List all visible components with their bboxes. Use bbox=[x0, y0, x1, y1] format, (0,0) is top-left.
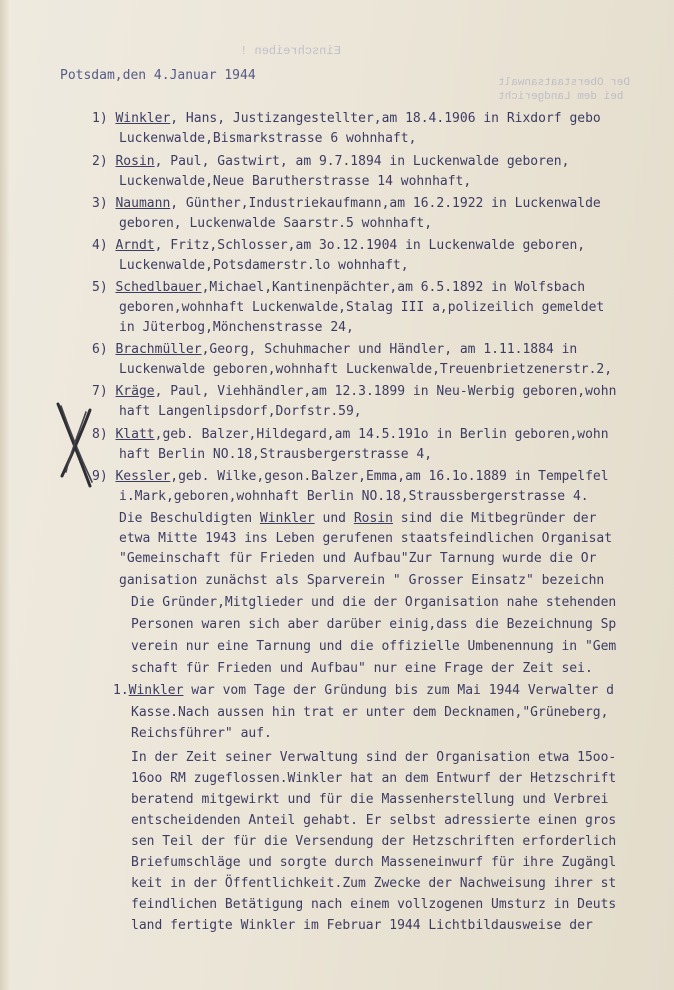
text-run: schaft für Frieden und Aufbau" nur eine Frage der Zeit sei. bbox=[131, 661, 593, 676]
text-run: ,geb. Wilke,geson.Balzer,Emma,am 16.1o.1889 in Tempelfel bbox=[170, 469, 609, 484]
text-run: Luckenwalde,Neue Barutherstrasse 14 wohnhaft, bbox=[119, 174, 472, 189]
text-line-14 bbox=[92, 384, 616, 400]
text-line-25 bbox=[131, 617, 616, 633]
text-run: Luckenwalde geboren,wohnhaft Luckenwalde,Treuenbrietzenerstr.2, bbox=[119, 362, 613, 377]
text-run: Kasse.Nach aussen hin trat er unter dem Decknamen,"Grüneberg, bbox=[131, 705, 609, 720]
text-run: 5) bbox=[92, 280, 116, 295]
text-run: feindlichen Betätigung nach einem vollzogenen Umsturz in Deuts bbox=[131, 897, 617, 912]
text-run: geboren, Luckenwalde Saarstr.5 wohnhaft, bbox=[119, 216, 433, 231]
pencil-x-mark bbox=[52, 402, 96, 488]
text-run: 4) bbox=[92, 238, 116, 253]
text-run: 3) bbox=[92, 196, 116, 211]
text-line-7 bbox=[92, 238, 585, 254]
text-run: geboren,wohnhaft Luckenwalde,Stalag III a,polizeilich gemeldet bbox=[119, 300, 605, 315]
text-run: 1) bbox=[92, 111, 116, 126]
text-line-19 bbox=[119, 489, 589, 505]
text-line-16 bbox=[92, 427, 609, 443]
text-run: 16oo RM zugeflossen.Winkler hat an dem Entwurf der Hetzschrift bbox=[131, 771, 617, 786]
text-run: land fertigte Winkler im Februar 1944 Lichtbildausweise der bbox=[131, 918, 593, 933]
date-line bbox=[60, 68, 256, 84]
text-run: 9) bbox=[92, 469, 116, 484]
text-run: Luckenwalde,Bismarkstrasse 6 wohnhaft, bbox=[119, 131, 417, 146]
text-line-23 bbox=[119, 573, 604, 589]
text-line-21 bbox=[119, 531, 612, 547]
text-line-4 bbox=[119, 174, 471, 190]
text-line-33 bbox=[131, 792, 608, 808]
underlined-name: Kessler bbox=[115, 469, 171, 484]
text-line-26 bbox=[131, 639, 616, 655]
text-run: 7) bbox=[92, 384, 116, 399]
text-line-34 bbox=[131, 813, 616, 829]
text-run: sen Teil der für die Versendung der Hetzschriften erforderlich bbox=[131, 834, 617, 849]
text-run: , Paul, Viehhändler,am 12.3.1899 in Neu-Werbig geboren,wohn bbox=[154, 384, 617, 399]
text-line-5 bbox=[92, 196, 601, 212]
underlined-name: Rosin bbox=[115, 154, 155, 169]
text-run: ,Georg, Schuhmacher und Händler, am 1.11.1884 in bbox=[201, 342, 578, 357]
date-text: Potsdam,den 4.Januar 1944 bbox=[60, 68, 256, 83]
underlined-name: Klatt bbox=[115, 427, 155, 442]
text-run: verein nur eine Tarnung und die offizielle Umbenennung in "Gem bbox=[131, 639, 617, 654]
text-line-9 bbox=[92, 280, 585, 296]
text-line-30 bbox=[131, 726, 272, 742]
text-line-31 bbox=[131, 750, 616, 766]
text-line-38 bbox=[131, 897, 616, 913]
text-run: haft Berlin NO.18,Strausbergerstrasse 4, bbox=[119, 447, 433, 462]
text-run: 1. bbox=[113, 683, 129, 698]
paper-fold-shadow bbox=[0, 0, 10, 990]
text-run: keit in der Öffentlichkeit.Zum Zwecke der Nachweisung ihrer st bbox=[131, 876, 617, 891]
text-line-10 bbox=[119, 300, 604, 316]
text-line-36 bbox=[131, 855, 616, 871]
text-line-35 bbox=[131, 834, 616, 850]
text-line-2 bbox=[119, 131, 416, 147]
text-line-39 bbox=[131, 918, 593, 934]
underlined-name: Brachmüller bbox=[115, 342, 202, 357]
text-line-17 bbox=[119, 447, 432, 463]
text-line-1 bbox=[92, 111, 601, 127]
ghost-header-right-1: Der Oberstaatsanwalt bbox=[498, 77, 631, 89]
underlined-name: Arndt bbox=[115, 238, 155, 253]
text-run: war vom Tage der Gründung bis zum Mai 1944 Verwalter d bbox=[183, 683, 614, 698]
text-run: , Paul, Gastwirt, am 9.7.1894 in Luckenwalde geboren, bbox=[154, 154, 570, 169]
text-line-22 bbox=[119, 551, 596, 567]
text-line-6 bbox=[119, 216, 432, 232]
text-run: Die Beschuldigten bbox=[119, 511, 260, 526]
text-run: 2) bbox=[92, 154, 116, 169]
underlined-name: Winkler bbox=[259, 511, 315, 526]
text-run: beratend mitgewirkt und für die Massenherstellung und Verbrei bbox=[131, 792, 609, 807]
underlined-name: Kräge bbox=[115, 384, 155, 399]
text-run: Briefumschläge und sorgte durch Masseneinwurf für ihre Zugängl bbox=[131, 855, 617, 870]
text-run: ,Michael,Kantinenpächter,am 6.5.1892 in Wolfsbach bbox=[201, 280, 586, 295]
text-line-37 bbox=[131, 876, 616, 892]
text-line-15 bbox=[119, 404, 362, 420]
text-run: , Fritz,Schlosser,am 3o.12.1904 in Luckenwalde geboren, bbox=[154, 238, 586, 253]
text-run: 8) bbox=[92, 427, 116, 442]
ghost-header-center: Einschreiben ! bbox=[240, 44, 341, 58]
text-run: in Jüterbog,Mönchenstrasse 24, bbox=[119, 320, 354, 335]
text-line-8 bbox=[119, 258, 409, 274]
text-line-27 bbox=[131, 661, 593, 677]
text-run: etwa Mitte 1943 ins Leben gerufenen staatsfeindlichen Organisat bbox=[119, 531, 613, 546]
text-line-18 bbox=[92, 469, 609, 485]
text-run: entscheidenden Anteil gehabt. Er selbst adressierte einen gros bbox=[131, 813, 617, 828]
text-line-32 bbox=[131, 771, 616, 787]
ghost-header-right-2: bei dem Landgericht bbox=[498, 91, 624, 103]
text-line-24 bbox=[131, 595, 616, 611]
text-run: Personen waren sich aber darüber einig,dass die Bezeichnung Sp bbox=[131, 617, 617, 632]
text-line-11 bbox=[119, 320, 354, 336]
text-line-28 bbox=[113, 683, 614, 699]
text-line-13 bbox=[119, 362, 612, 378]
text-run: Reichsführer" auf. bbox=[131, 726, 272, 741]
underlined-name: Rosin bbox=[353, 511, 393, 526]
text-run: ganisation zunächst als Sparverein " Grosser Einsatz" bezeichn bbox=[119, 573, 605, 588]
text-line-12 bbox=[92, 342, 577, 358]
text-run: 6) bbox=[92, 342, 116, 357]
underlined-name: Schedlbauer bbox=[115, 280, 202, 295]
text-run: haft Langenlipsdorf,Dorfstr.59, bbox=[119, 404, 362, 419]
text-run: ,geb. Balzer,Hildegard,am 14.5.191o in Berlin geboren,wohn bbox=[154, 427, 609, 442]
text-run: Luckenwalde,Potsdamerstr.lo wohnhaft, bbox=[119, 258, 409, 273]
text-run: und bbox=[314, 511, 354, 526]
text-line-20 bbox=[119, 511, 596, 527]
text-run: Die Gründer,Mitglieder und die der Organisation nahe stehenden bbox=[131, 595, 617, 610]
underlined-name: Naumann bbox=[115, 196, 171, 211]
text-run: , Günther,Industriekaufmann,am 16.2.1922 in Luckenwalde bbox=[170, 196, 601, 211]
underlined-name: Winkler bbox=[128, 683, 184, 698]
text-run: In der Zeit seiner Verwaltung sind der Organisation etwa 15oo- bbox=[131, 750, 617, 765]
text-line-3 bbox=[92, 154, 569, 170]
text-line-29 bbox=[131, 705, 608, 721]
text-run: sind die Mitbegründer der bbox=[392, 511, 597, 526]
underlined-name: Winkler bbox=[115, 111, 171, 126]
text-run: "Gemeinschaft für Frieden und Aufbau"Zur Tarnung wurde die Or bbox=[119, 551, 597, 566]
text-run: , Hans, Justizangestellter,am 18.4.1906 in Rixdorf gebo bbox=[170, 111, 601, 126]
text-run: i.Mark,geboren,wohnhaft Berlin NO.18,Straussbergerstrasse 4. bbox=[119, 489, 589, 504]
